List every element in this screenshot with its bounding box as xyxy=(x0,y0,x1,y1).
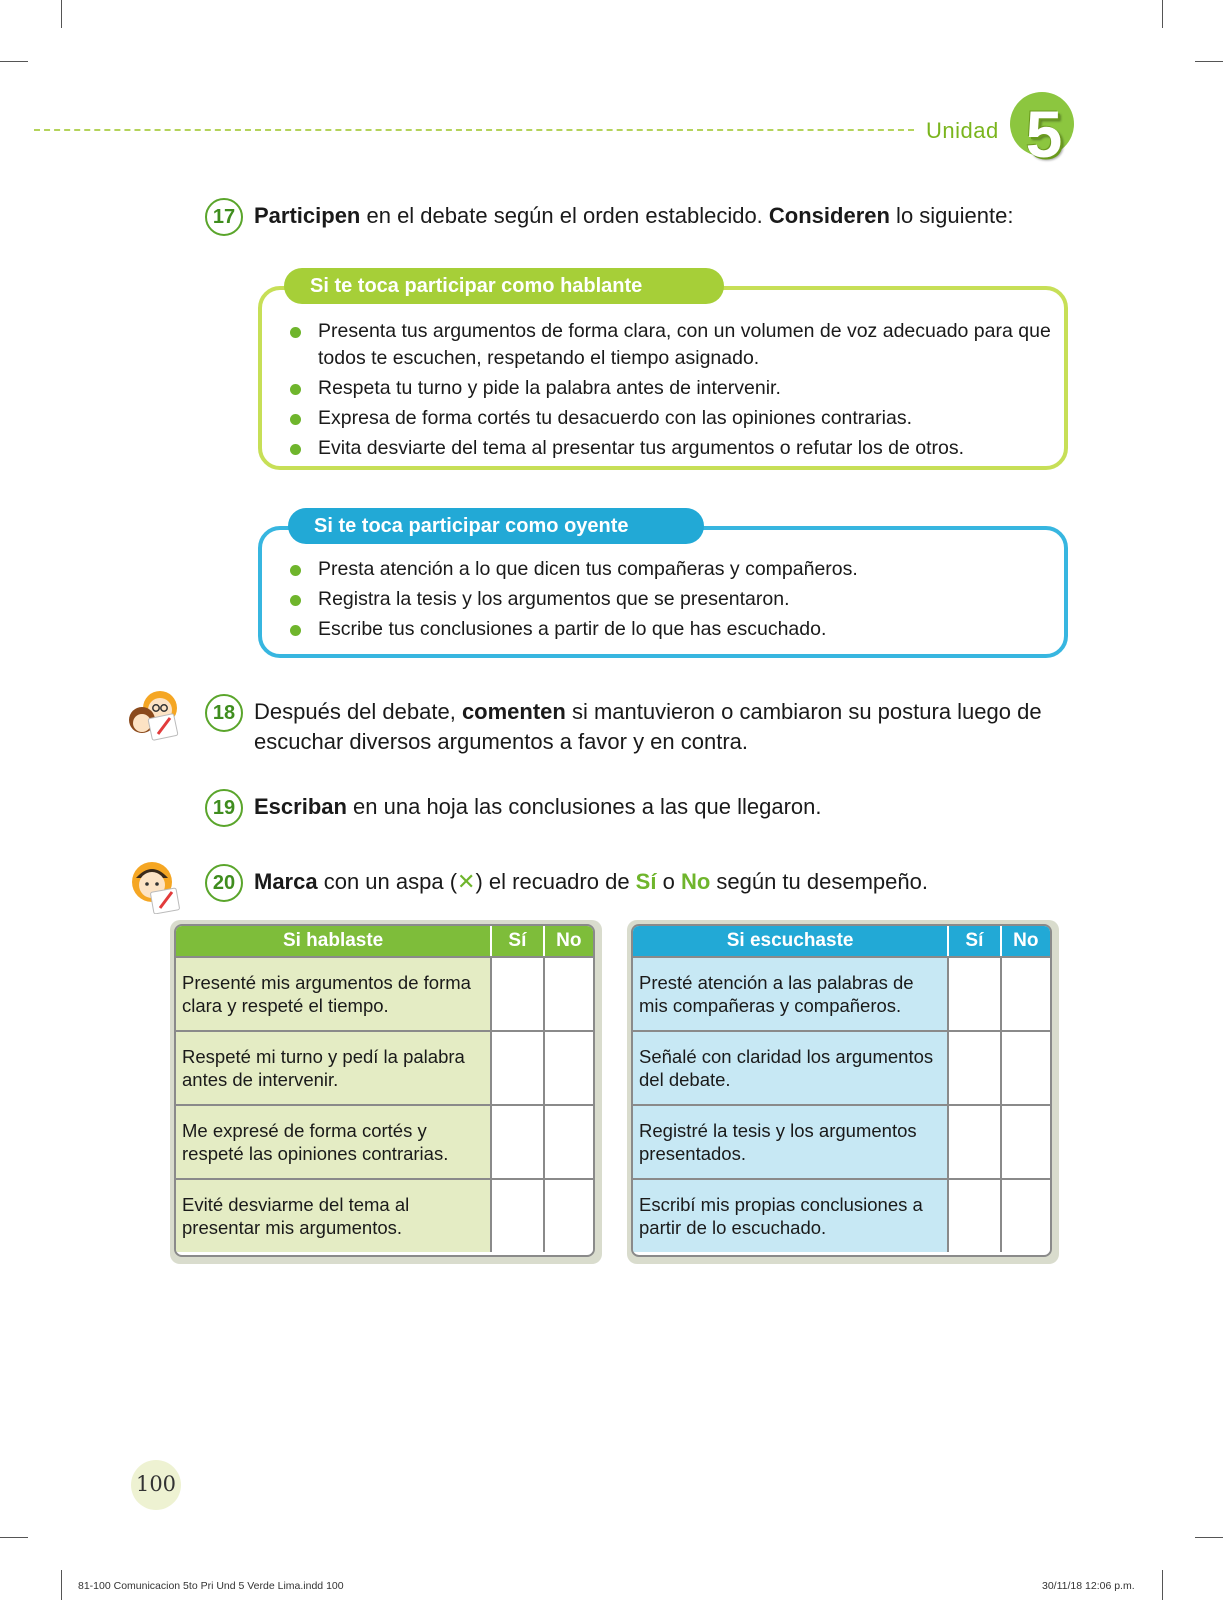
activity-text xyxy=(254,789,821,822)
crop-mark xyxy=(1195,61,1223,62)
activity-20 xyxy=(205,864,1065,902)
yes-checkbox[interactable] xyxy=(490,1032,542,1104)
listener-box-title: Si te toca participar como oyente xyxy=(288,508,704,544)
table-header-no: No xyxy=(543,926,593,956)
activity-number-badge: 17 xyxy=(205,198,243,236)
no-checkbox[interactable] xyxy=(543,1106,593,1178)
page-number: 100 xyxy=(135,1472,177,1496)
activity-text xyxy=(254,864,928,897)
table-row xyxy=(176,956,593,1030)
no-checkbox[interactable] xyxy=(543,958,593,1030)
table-header-criteria: Si escuchaste xyxy=(726,930,854,951)
table-row xyxy=(633,1178,1050,1252)
table-row xyxy=(176,1104,593,1178)
table-header-no: No xyxy=(1000,926,1050,956)
activity-18 xyxy=(205,694,1065,757)
instruction-verb: Escriban xyxy=(254,794,347,819)
activity-text xyxy=(254,198,1013,231)
crop-mark xyxy=(61,0,62,28)
activity-text xyxy=(254,694,1065,757)
crop-mark xyxy=(61,1570,62,1600)
list-item: Presta atención a lo que dicen tus compañeras y compañeros. xyxy=(290,556,858,583)
list-item: Registra la tesis y los argumentos que se presentaron. xyxy=(290,586,858,613)
criteria-cell: Me expresé de forma cortés y respeté las opiniones contrarias. xyxy=(176,1106,490,1178)
list-item: Respeta tu turno y pide la palabra antes de intervenir. xyxy=(290,375,1064,402)
criteria-cell: Respeté mi turno y pedí la palabra antes de intervenir. xyxy=(176,1032,490,1104)
activity-number-badge: 20 xyxy=(205,864,243,902)
no-word: No xyxy=(680,869,711,894)
instruction-verb: comenten xyxy=(461,699,566,724)
activity-19 xyxy=(205,789,1065,827)
listener-evaluation-table xyxy=(627,920,1059,1264)
list-item: Evita desviarte del tema al presentar tus argumentos o refutar los de otros. xyxy=(290,435,1064,462)
list-item: Presenta tus argumentos de forma clara, con un volumen de voz adecuado para que todos te escuchen, respetando el tiempo asignado. xyxy=(290,318,1064,372)
yes-checkbox[interactable] xyxy=(490,1106,542,1178)
yes-checkbox[interactable] xyxy=(947,1032,999,1104)
date-slug: 30/11/18 12:06 p.m. xyxy=(1042,1580,1135,1592)
table-header xyxy=(176,926,593,956)
crop-mark xyxy=(0,61,28,62)
list-item: Escribe tus conclusiones a partir de lo que has escuchado. xyxy=(290,616,858,643)
table-header-yes: Sí xyxy=(947,926,999,956)
instruction-text: con un aspa ( xyxy=(317,869,458,894)
group-work-icon xyxy=(126,686,184,742)
yes-word: Sí xyxy=(635,869,657,894)
no-checkbox[interactable] xyxy=(1000,958,1050,1030)
table-frame xyxy=(174,924,595,1257)
criteria-cell: Presté atención a las palabras de mis compañeras y compañeros. xyxy=(633,958,947,1030)
instruction-verb: Participen xyxy=(254,203,361,228)
instruction-text: en una hoja las conclusiones a las que llegaron. xyxy=(346,794,822,819)
bullet-icon xyxy=(290,625,301,636)
yes-checkbox[interactable] xyxy=(947,1106,999,1178)
table-header-criteria: Si hablaste xyxy=(282,930,384,951)
table-row xyxy=(176,1030,593,1104)
activity-17 xyxy=(205,198,1065,236)
instruction-text: según tu desempeño. xyxy=(710,869,928,894)
bullet-icon xyxy=(290,565,301,576)
table-row xyxy=(176,1178,593,1252)
instruction-text: en el debate según el orden establecido. xyxy=(360,203,769,228)
header-dashed-rule xyxy=(34,129,914,131)
list-item: Expresa de forma cortés tu desacuerdo con las opiniones contrarias. xyxy=(290,405,1064,432)
speaker-box-title: Si te toca participar como hablante xyxy=(284,268,724,304)
bullet-icon xyxy=(290,414,301,425)
instruction-verb: Marca xyxy=(254,869,318,894)
criteria-cell: Evité desviarme del tema al presentar mis argumentos. xyxy=(176,1180,490,1252)
no-checkbox[interactable] xyxy=(1000,1180,1050,1252)
table-row xyxy=(633,956,1050,1030)
speaker-tips-box xyxy=(258,286,1068,470)
table-row xyxy=(633,1030,1050,1104)
file-slug: 81-100 Comunicacion 5to Pri Und 5 Verde Lima.indd 100 xyxy=(78,1580,344,1592)
speaker-evaluation-table xyxy=(170,920,602,1264)
crop-mark xyxy=(1162,0,1163,28)
no-checkbox[interactable] xyxy=(543,1032,593,1104)
no-checkbox[interactable] xyxy=(1000,1106,1050,1178)
listener-tips-list xyxy=(290,556,858,646)
individual-work-icon xyxy=(126,858,184,914)
bullet-icon xyxy=(290,327,301,338)
crop-mark xyxy=(0,1537,28,1538)
speaker-tips-list xyxy=(290,318,1064,465)
activity-number-badge: 18 xyxy=(205,694,243,732)
listener-tips-box xyxy=(258,526,1068,658)
instruction-text: ) el recuadro de xyxy=(475,869,636,894)
criteria-cell: Registré la tesis y los argumentos presentados. xyxy=(633,1106,947,1178)
unit-number: 5 xyxy=(1025,97,1063,171)
instruction-text: lo siguiente: xyxy=(889,203,1014,228)
unit-label: Unidad xyxy=(926,118,999,143)
cross-mark-icon: ✕ xyxy=(457,869,476,894)
criteria-cell: Señalé con claridad los argumentos del debate. xyxy=(633,1032,947,1104)
yes-checkbox[interactable] xyxy=(947,1180,999,1252)
yes-checkbox[interactable] xyxy=(490,958,542,1030)
instruction-verb: Consideren xyxy=(768,203,890,228)
bullet-icon xyxy=(290,595,301,606)
no-checkbox[interactable] xyxy=(543,1180,593,1252)
criteria-cell: Presenté mis argumentos de forma clara y respeté el tiempo. xyxy=(176,958,490,1030)
bullet-icon xyxy=(290,444,301,455)
crop-mark xyxy=(1195,1537,1223,1538)
table-header-yes: Sí xyxy=(490,926,542,956)
bullet-icon xyxy=(290,384,301,395)
instruction-text: Después del debate, xyxy=(254,699,462,724)
instruction-text: si mantuvieron o cambiaron su postura luego de escuchar diversos argumentos a favor y en contra. xyxy=(254,699,1042,754)
yes-checkbox[interactable] xyxy=(947,958,999,1030)
table-row xyxy=(633,1104,1050,1178)
table-frame xyxy=(631,924,1052,1257)
instruction-text: o xyxy=(656,869,681,894)
no-checkbox[interactable] xyxy=(1000,1032,1050,1104)
activity-number-badge: 19 xyxy=(205,789,243,827)
yes-checkbox[interactable] xyxy=(490,1180,542,1252)
table-header xyxy=(633,926,1050,956)
crop-mark xyxy=(1162,1570,1163,1600)
criteria-cell: Escribí mis propias conclusiones a partir de lo escuchado. xyxy=(633,1180,947,1252)
